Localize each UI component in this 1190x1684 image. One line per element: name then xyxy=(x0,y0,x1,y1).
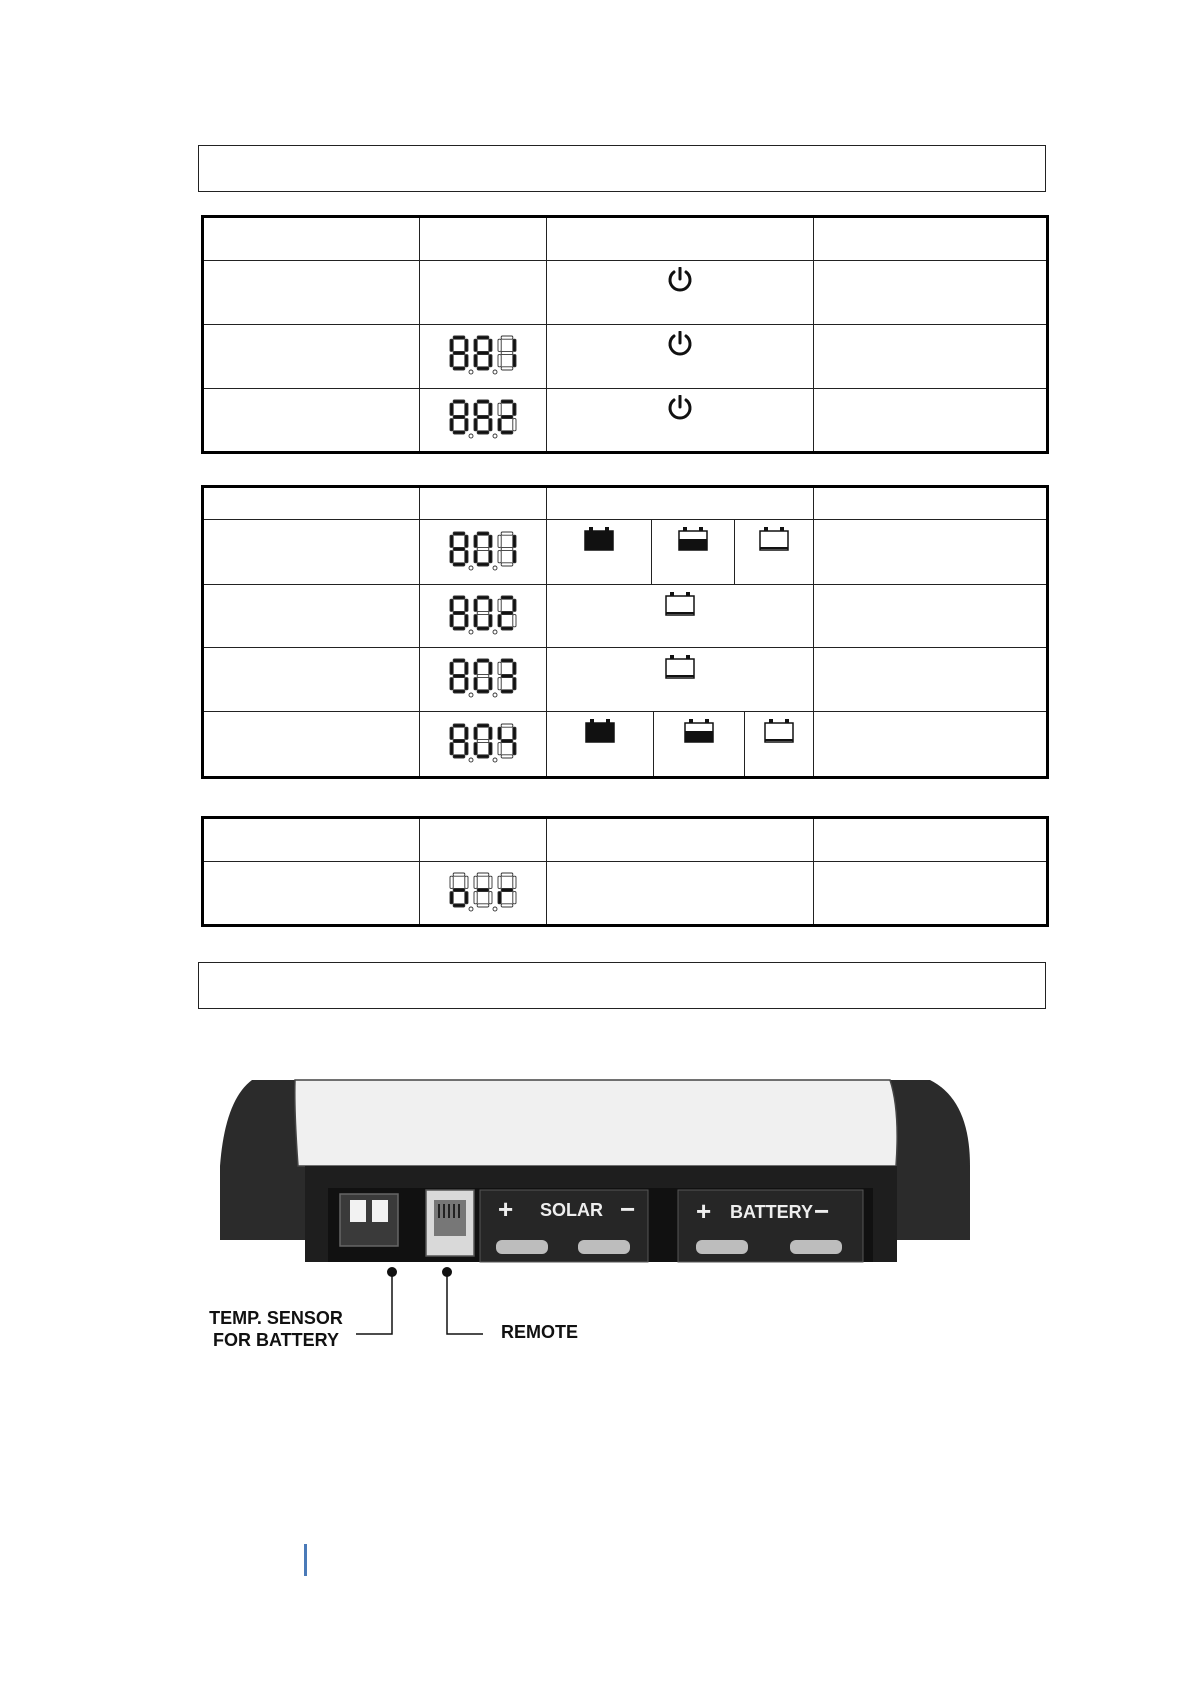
seven-segment-bar xyxy=(477,351,489,354)
power-icon xyxy=(667,331,693,359)
seven-segment-bar xyxy=(498,678,501,690)
seven-segment-dot xyxy=(493,566,497,570)
seven-segment-dot xyxy=(493,693,497,697)
seven-segment-bar xyxy=(474,535,477,547)
seven-segment-bar xyxy=(453,724,465,727)
seven-segment-bar xyxy=(477,739,489,742)
seven-segment-bar xyxy=(465,418,468,430)
seven-segment-bar xyxy=(453,367,465,370)
seven-segment-bar xyxy=(465,535,468,547)
seven-segment-bar xyxy=(501,430,513,433)
seven-segment-dot xyxy=(469,434,473,438)
solar-plus-screw xyxy=(496,1240,548,1254)
seven-segment-bar xyxy=(477,903,489,906)
seven-segment-bar xyxy=(477,873,489,876)
seven-segment-bar xyxy=(501,547,513,550)
seven-segment-dot xyxy=(493,907,497,911)
seven-segment-bar xyxy=(453,690,465,693)
seven-segment-bar xyxy=(477,367,489,370)
seven-segment-bar xyxy=(474,678,477,690)
seven-segment-bar xyxy=(498,355,501,367)
seven-segment-bar xyxy=(489,876,492,888)
battery-half-icon xyxy=(683,718,715,744)
seven-segment-bar xyxy=(513,662,516,674)
seven-segment-bar xyxy=(477,626,489,629)
seven-segment-display-icon xyxy=(447,332,519,376)
seven-segment-bar xyxy=(474,727,477,739)
seven-segment-bar xyxy=(477,336,489,339)
remote-callout-line xyxy=(447,1272,483,1334)
seven-segment-bar xyxy=(489,662,492,674)
seven-segment-bar xyxy=(498,418,501,430)
seven-segment-display-icon xyxy=(447,655,519,699)
table-row xyxy=(203,389,1048,453)
seven-segment-bar xyxy=(453,873,465,876)
seven-segment-dot xyxy=(469,907,473,911)
table-row xyxy=(203,712,1048,778)
seven-segment-bar xyxy=(453,415,465,418)
seven-segment-bar xyxy=(501,724,513,727)
seven-segment-bar xyxy=(450,727,453,739)
seven-segment-bar xyxy=(453,430,465,433)
seven-segment-bar xyxy=(501,562,513,565)
seven-segment-bar xyxy=(501,690,513,693)
battery-empty-icon xyxy=(664,591,696,617)
seven-segment-bar xyxy=(474,550,477,562)
seven-segment-bar xyxy=(498,742,501,754)
temp-sensor-callout-label xyxy=(206,1307,346,1351)
seven-segment-dot xyxy=(493,758,497,762)
seven-segment-bar xyxy=(474,339,477,351)
seven-segment-bar xyxy=(477,611,489,614)
battery-empty-icon xyxy=(758,526,790,552)
battery-full-icon xyxy=(584,718,616,744)
seven-segment-dot xyxy=(493,370,497,374)
battery-minus-screw xyxy=(790,1240,842,1254)
seven-segment-bar xyxy=(453,562,465,565)
table-row xyxy=(203,261,1048,325)
seven-segment-bar xyxy=(453,351,465,354)
seven-segment-bar xyxy=(489,403,492,415)
seven-segment-bar xyxy=(465,678,468,690)
table-header-row xyxy=(203,818,1048,862)
seven-segment-bar xyxy=(477,532,489,535)
seven-segment-dot xyxy=(493,630,497,634)
seven-segment-bar xyxy=(465,339,468,351)
seven-segment-bar xyxy=(498,727,501,739)
temp-sensor-port xyxy=(340,1194,398,1246)
seven-segment-bar xyxy=(465,550,468,562)
table-row xyxy=(203,325,1048,389)
seven-segment-bar xyxy=(498,550,501,562)
temp-sensor-label-line1: TEMP. SENSOR xyxy=(209,1308,343,1328)
seven-segment-bar xyxy=(501,596,513,599)
seven-segment-bar xyxy=(489,355,492,367)
seven-segment-bar xyxy=(489,742,492,754)
temp-sensor-label-line2: FOR BATTERY xyxy=(213,1330,339,1350)
seven-segment-bar xyxy=(489,550,492,562)
seven-segment-bar xyxy=(465,403,468,415)
seven-segment-bar xyxy=(453,547,465,550)
seven-segment-bar xyxy=(489,727,492,739)
seven-segment-bar xyxy=(450,662,453,674)
battery-label: BATTERY xyxy=(730,1202,813,1222)
table-row xyxy=(203,862,1048,926)
seven-segment-bar xyxy=(450,535,453,547)
table-header-row xyxy=(203,487,1048,520)
device-top-face xyxy=(295,1080,897,1166)
seven-segment-dot xyxy=(493,434,497,438)
seven-segment-bar xyxy=(450,678,453,690)
seven-segment-bar xyxy=(513,418,516,430)
seven-segment-bar xyxy=(513,614,516,626)
seven-segment-bar xyxy=(453,659,465,662)
seven-segment-bar xyxy=(465,891,468,903)
seven-segment-bar xyxy=(477,659,489,662)
seven-segment-bar xyxy=(501,674,513,677)
seven-segment-bar xyxy=(474,742,477,754)
seven-segment-bar xyxy=(501,400,513,403)
seven-segment-display-icon xyxy=(447,592,519,636)
battery-half-icon xyxy=(677,526,709,552)
seven-segment-bar xyxy=(477,430,489,433)
seven-segment-bar xyxy=(474,599,477,611)
seven-segment-bar xyxy=(498,535,501,547)
seven-segment-bar xyxy=(465,727,468,739)
seven-segment-bar xyxy=(498,403,501,415)
seven-segment-bar xyxy=(513,678,516,690)
seven-segment-bar xyxy=(498,599,501,611)
seven-segment-dot xyxy=(469,370,473,374)
seven-segment-bar xyxy=(501,367,513,370)
seven-segment-bar xyxy=(489,599,492,611)
status-table-1 xyxy=(201,215,1049,454)
seven-segment-bar xyxy=(501,626,513,629)
seven-segment-bar xyxy=(474,876,477,888)
seven-segment-bar xyxy=(474,891,477,903)
seven-segment-bar xyxy=(465,876,468,888)
seven-segment-bar xyxy=(477,724,489,727)
seven-segment-display-icon xyxy=(447,869,519,913)
seven-segment-bar xyxy=(477,547,489,550)
page-margin-bar xyxy=(304,1544,307,1576)
seven-segment-bar xyxy=(498,891,501,903)
temp-sensor-callout-line xyxy=(356,1272,392,1334)
table-row xyxy=(203,648,1048,712)
remote-callout-label: REMOTE xyxy=(501,1322,579,1342)
table-row xyxy=(203,585,1048,648)
power-icon xyxy=(667,267,693,295)
seven-segment-bar xyxy=(489,535,492,547)
seven-segment-bar xyxy=(465,662,468,674)
seven-segment-bar xyxy=(474,418,477,430)
seven-segment-bar xyxy=(453,336,465,339)
seven-segment-display-icon xyxy=(447,720,519,764)
seven-segment-bar xyxy=(513,876,516,888)
seven-segment-bar xyxy=(465,614,468,626)
seven-segment-bar xyxy=(477,754,489,757)
seven-segment-dot xyxy=(469,566,473,570)
solar-plus-label: + xyxy=(498,1194,514,1224)
seven-segment-bar xyxy=(489,339,492,351)
seven-segment-dot xyxy=(469,758,473,762)
battery-empty-icon xyxy=(664,654,696,680)
seven-segment-bar xyxy=(465,599,468,611)
seven-segment-bar xyxy=(453,532,465,535)
seven-segment-bar xyxy=(450,891,453,903)
seven-segment-bar xyxy=(498,614,501,626)
seven-segment-bar xyxy=(498,876,501,888)
seven-segment-bar xyxy=(453,626,465,629)
seven-segment-bar xyxy=(501,739,513,742)
seven-segment-bar xyxy=(453,739,465,742)
battery-minus-label: − xyxy=(814,1196,830,1226)
seven-segment-bar xyxy=(513,535,516,547)
seven-segment-bar xyxy=(477,562,489,565)
seven-segment-bar xyxy=(489,891,492,903)
table-row xyxy=(203,520,1048,585)
seven-segment-bar xyxy=(477,674,489,677)
seven-segment-bar xyxy=(501,336,513,339)
seven-segment-bar xyxy=(513,355,516,367)
seven-segment-bar xyxy=(453,611,465,614)
section-header-box xyxy=(198,962,1046,1009)
solar-minus-label: − xyxy=(620,1194,636,1224)
battery-plus-screw xyxy=(696,1240,748,1254)
seven-segment-bar xyxy=(501,659,513,662)
seven-segment-bar xyxy=(489,614,492,626)
table-header-row xyxy=(203,217,1048,261)
seven-segment-bar xyxy=(501,888,513,891)
seven-segment-bar xyxy=(450,418,453,430)
seven-segment-bar xyxy=(498,662,501,674)
seven-segment-bar xyxy=(453,754,465,757)
solar-label: SOLAR xyxy=(540,1200,603,1220)
seven-segment-bar xyxy=(501,611,513,614)
seven-segment-bar xyxy=(474,662,477,674)
seven-segment-bar xyxy=(477,690,489,693)
status-table-3 xyxy=(201,816,1049,927)
seven-segment-display-icon xyxy=(447,396,519,440)
seven-segment-bar xyxy=(513,727,516,739)
seven-segment-bar xyxy=(450,339,453,351)
power-icon xyxy=(667,395,693,423)
seven-segment-bar xyxy=(513,742,516,754)
seven-segment-bar xyxy=(453,888,465,891)
battery-full-icon xyxy=(583,526,615,552)
seven-segment-bar xyxy=(489,678,492,690)
seven-segment-bar xyxy=(513,403,516,415)
seven-segment-dot xyxy=(469,693,473,697)
seven-segment-bar xyxy=(474,403,477,415)
seven-segment-bar xyxy=(513,550,516,562)
status-table-2 xyxy=(201,485,1049,779)
seven-segment-bar xyxy=(450,403,453,415)
seven-segment-bar xyxy=(474,614,477,626)
seven-segment-bar xyxy=(501,415,513,418)
seven-segment-bar xyxy=(453,903,465,906)
battery-plus-label: + xyxy=(696,1196,712,1226)
seven-segment-bar xyxy=(513,599,516,611)
battery-empty-icon xyxy=(763,718,795,744)
seven-segment-bar xyxy=(501,873,513,876)
seven-segment-bar xyxy=(465,742,468,754)
seven-segment-bar xyxy=(501,532,513,535)
seven-segment-bar xyxy=(450,550,453,562)
seven-segment-bar xyxy=(477,415,489,418)
seven-segment-bar xyxy=(477,596,489,599)
solar-minus-screw xyxy=(578,1240,630,1254)
seven-segment-bar xyxy=(450,355,453,367)
seven-segment-bar xyxy=(501,754,513,757)
seven-segment-bar xyxy=(450,876,453,888)
section-header-box xyxy=(198,145,1046,192)
seven-segment-bar xyxy=(477,888,489,891)
seven-segment-bar xyxy=(465,355,468,367)
seven-segment-dot xyxy=(469,630,473,634)
seven-segment-bar xyxy=(450,599,453,611)
seven-segment-bar xyxy=(450,742,453,754)
seven-segment-bar xyxy=(453,674,465,677)
seven-segment-bar xyxy=(498,339,501,351)
seven-segment-bar xyxy=(513,339,516,351)
seven-segment-bar xyxy=(453,596,465,599)
seven-segment-bar xyxy=(513,891,516,903)
seven-segment-display-icon xyxy=(447,528,519,572)
seven-segment-bar xyxy=(501,351,513,354)
seven-segment-bar xyxy=(489,418,492,430)
seven-segment-bar xyxy=(453,400,465,403)
seven-segment-bar xyxy=(477,400,489,403)
seven-segment-bar xyxy=(501,903,513,906)
seven-segment-bar xyxy=(474,355,477,367)
seven-segment-bar xyxy=(450,614,453,626)
